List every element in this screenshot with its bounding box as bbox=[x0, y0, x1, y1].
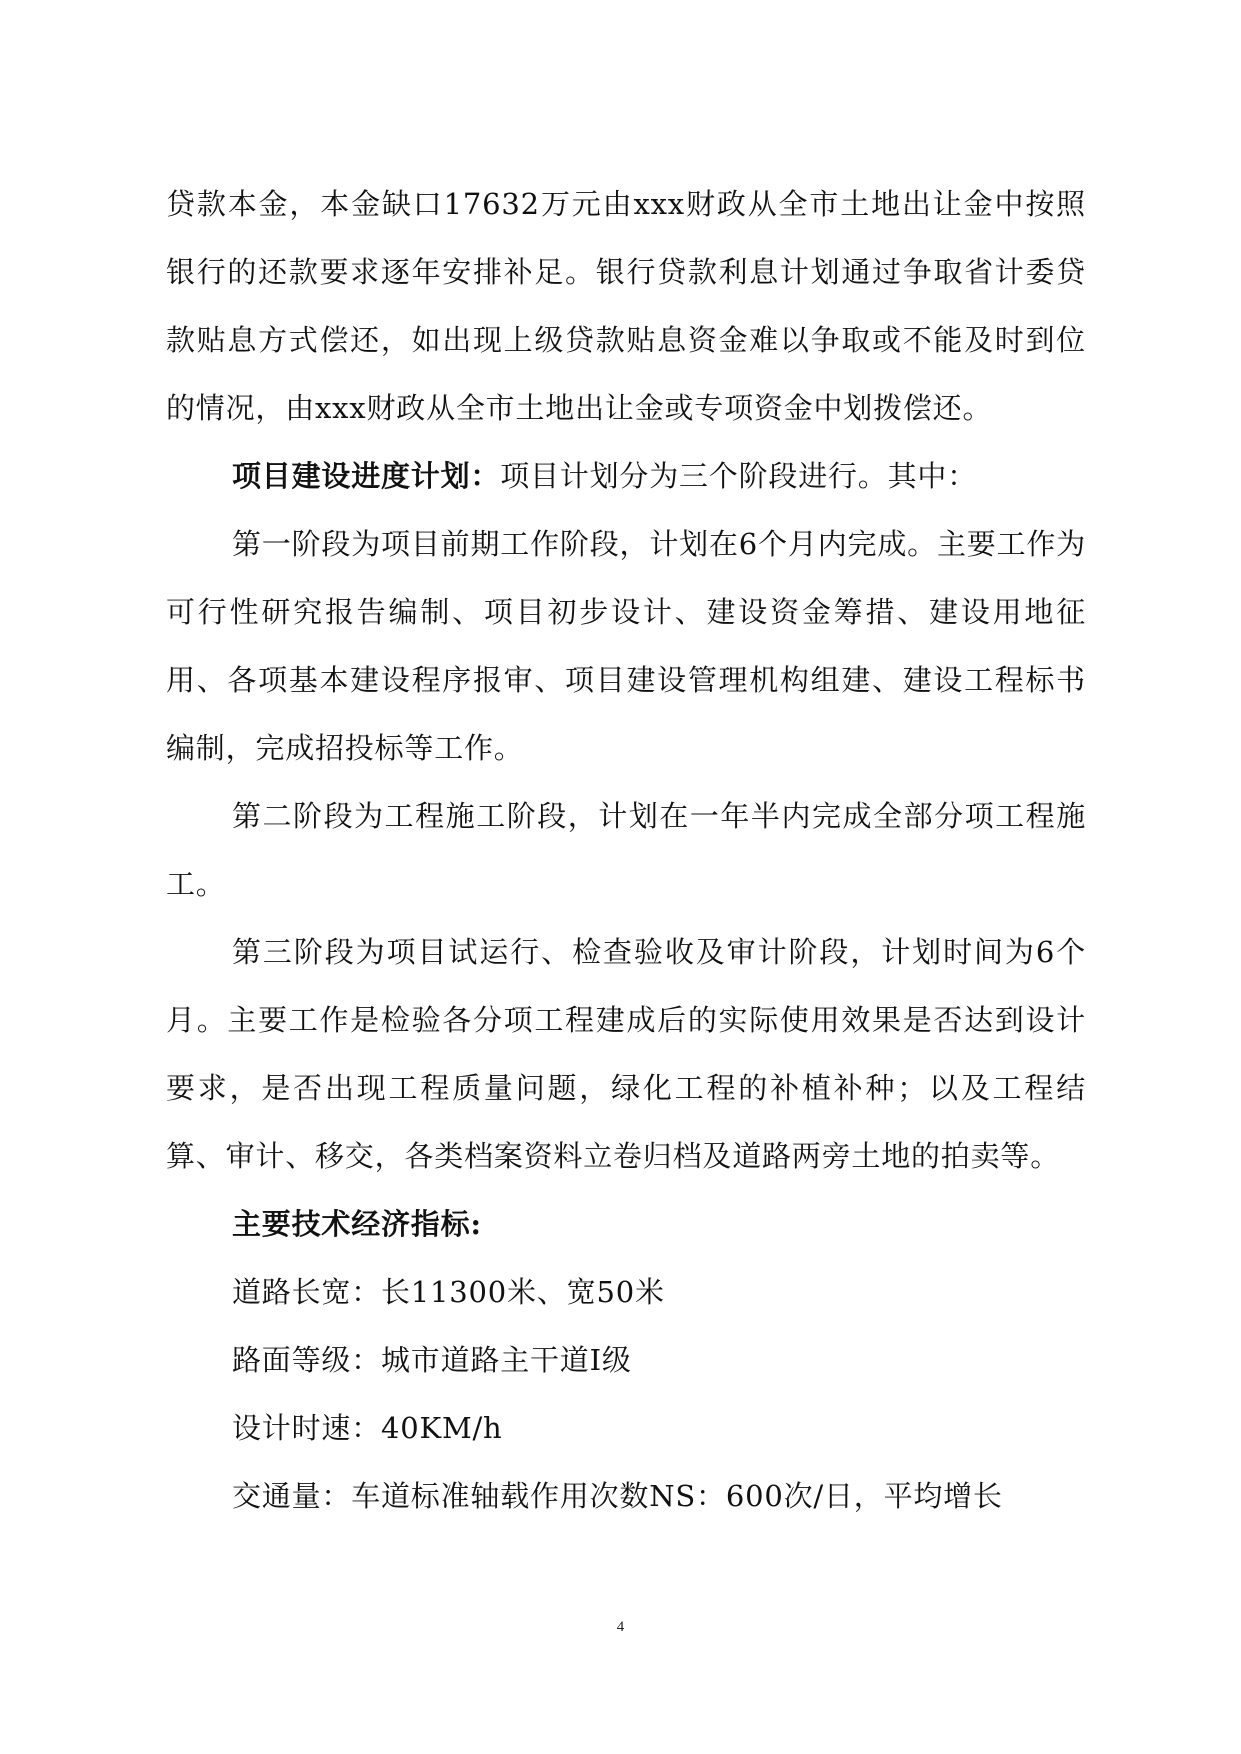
indicators-heading: 主要技术经济指标: bbox=[232, 1207, 482, 1241]
paragraph-loan-repayment: 贷款本金，本金缺口17632万元由xxx财政从全市土地出让金中按照银行的还款要求逐年安排补足。银行贷款利息计划通过争取省计委贷款贴息方式偿还，如出现上级贷款贴息资金难以争取或不能及时到位的情况，由xxx财政从全市土地出让金或专项资金中划拨偿还。 bbox=[166, 187, 1086, 425]
paragraph-stage-two: 第二阶段为工程施工阶段，计划在一年半内完成全部分项工程施工。 bbox=[166, 799, 1086, 901]
schedule-heading: 项目建设进度计划： bbox=[232, 459, 501, 493]
paragraph-stage-one: 第一阶段为项目前期工作阶段，计划在6个月内完成。主要工作为可行性研究报告编制、项目初步设计、建设资金筹措、建设用地征用、各项基本建设程序报审、项目建设管理机构组建、建设工程标书编制，完成招投标等工作。 bbox=[166, 527, 1086, 765]
schedule-intro-text: 项目计划分为三个阶段进行。其中： bbox=[500, 459, 978, 493]
indicator-road-grade: 路面等级：城市道路主干道Ⅰ级 bbox=[232, 1343, 632, 1377]
paragraph-schedule-intro bbox=[166, 442, 1086, 510]
indicator-road-size: 道路长宽：长11300米、宽50米 bbox=[232, 1275, 665, 1309]
document-body bbox=[166, 170, 1086, 1530]
paragraph-stage-three: 第三阶段为项目试运行、检查验收及审计阶段，计划时间为6个月。主要工作是检验各分项工程建成后的实际使用效果是否达到设计要求，是否出现工程质量问题，绿化工程的补植补种；以及工程结算、审计、移交，各类档案资料立卷归档及道路两旁土地的拍卖等。 bbox=[166, 935, 1086, 1173]
page-number: 4 bbox=[616, 1619, 625, 1635]
indicator-design-speed: 设计时速：40KM/h bbox=[232, 1411, 503, 1445]
indicator-traffic-volume: 交通量：车道标准轴载作用次数NS：600次/日，平均增长 bbox=[232, 1479, 1003, 1513]
